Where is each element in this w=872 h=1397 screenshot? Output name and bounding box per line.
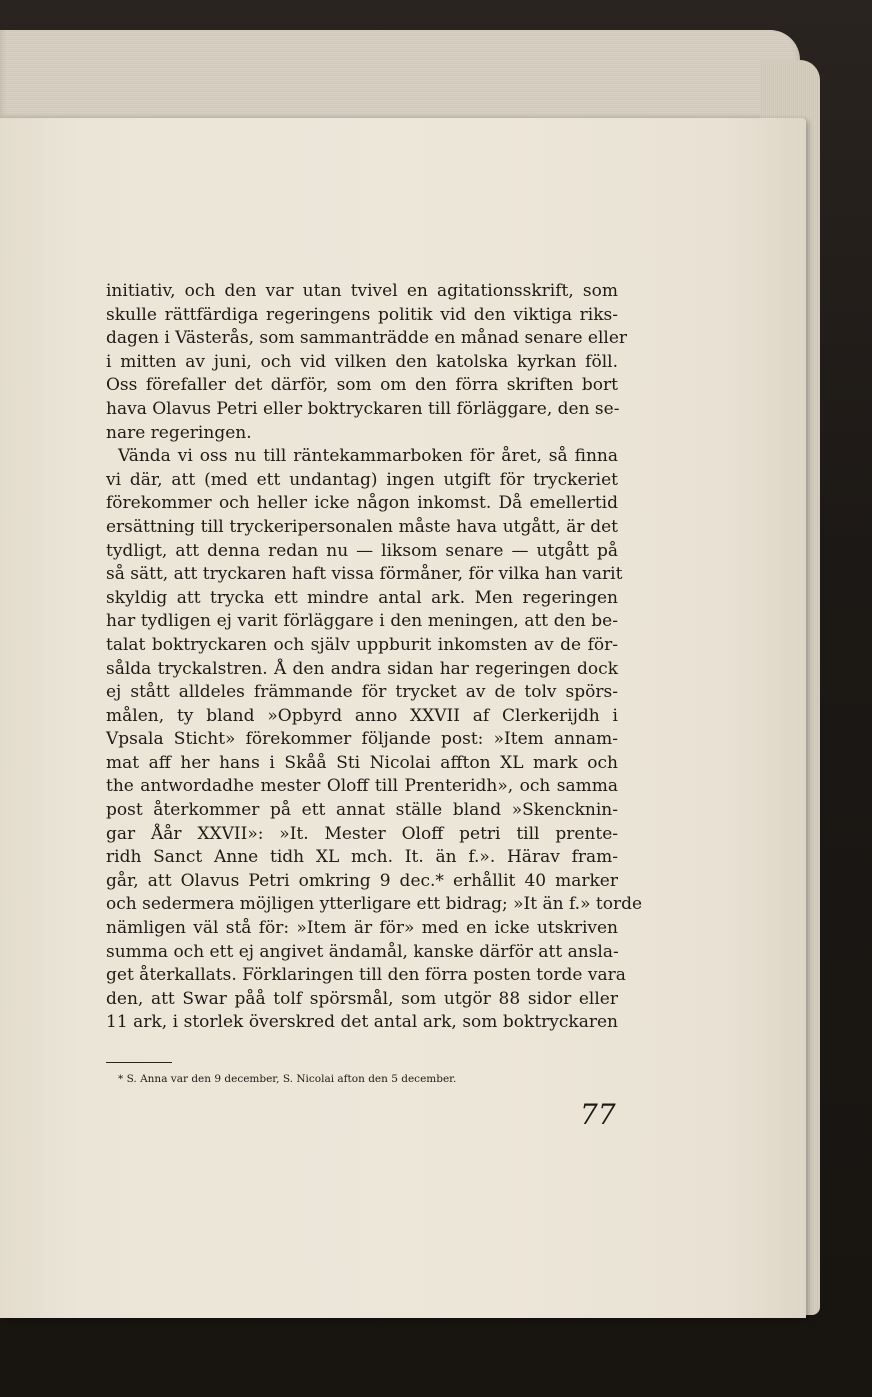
book-page-edges-top: [0, 30, 800, 125]
text-line: skyldig att trycka ett mindre antal ark. Men regeringen: [106, 587, 618, 608]
text-line: Vpsala Sticht» förekommer följande post: »Item annam-: [106, 729, 618, 750]
text-line: 11 ark, i storlek överskred det antal ark, som boktryckaren: [106, 1012, 618, 1033]
text-line: Vända vi oss nu till räntekammarboken för året, så finna: [118, 446, 618, 467]
text-line: initiativ, och den var utan tvivel en agitationsskrift, som: [106, 281, 618, 301]
text-line: gar Åår XXVII»: »It. Mester Oloff petri till prente-: [106, 823, 618, 844]
text-line: summa och ett ej angivet ändamål, kanske därför att ansla-: [106, 941, 619, 962]
text-line: the antwordadhe mester Oloff till Prenteridh», och samma: [106, 776, 618, 797]
text-line: och sedermera möjligen ytterligare ett bidrag; »It än f.» torde: [106, 894, 643, 915]
text-line: Oss förefaller det därför, som om den förra skriften bort: [106, 375, 618, 396]
text-line: den, att Swar påå tolf spörsmål, som utgör 88 sidor eller: [106, 988, 618, 1009]
text-line: har tydligen ej varit förläggare i den meningen, att den be-: [106, 611, 618, 632]
text-line: tydligt, att denna redan nu — liksom senare — utgått på: [106, 540, 618, 561]
text-line: get återkallats. Förklaringen till den förra posten torde vara: [106, 965, 626, 986]
text-line: mat aff her hans i Skåå Sti Nicolai affton XL mark och: [106, 752, 618, 773]
text-line: i mitten av juni, och vid vilken den katolska kyrkan föll.: [106, 351, 618, 372]
text-line: ersättning till tryckeripersonalen måste hava utgått, är det: [106, 516, 618, 537]
text-line: så sätt, att tryckaren haft vissa förmåner, för vilka han varit: [106, 564, 623, 585]
text-line: målen, ty bland »Opbyrd anno XXVII af Clerkerijdh i: [106, 705, 618, 726]
text-line: ridh Sanct Anne tidh XL mch. It. än f.». Härav fram-: [106, 847, 618, 868]
text-line: dagen i Västerås, som sammanträdde en månad senare eller: [106, 328, 628, 349]
text-line: nämligen väl stå för: »Item är för» med en icke utskriven: [106, 918, 618, 939]
footnote: * S. Anna var den 9 december, S. Nicolai afton den 5 december.: [118, 1073, 457, 1085]
text-line: förekommer och heller icke någon inkomst. Då emellertid: [106, 493, 618, 514]
text-line: sålda tryckalstren. Å den andra sidan har regeringen dock: [106, 658, 618, 679]
page-number: 77: [580, 1098, 616, 1131]
text-line: ej stått alldeles främmande för trycket av de tolv spörs-: [106, 682, 618, 703]
text-line: nare regeringen.: [106, 422, 252, 443]
body-text: [106, 280, 643, 1035]
footnote-rule: [106, 1062, 172, 1063]
text-line: post återkommer på ett annat ställe bland »Skencknin-: [106, 800, 618, 821]
text-line: hava Olavus Petri eller boktryckaren till förläggare, den se-: [106, 398, 620, 419]
text-line: talat boktryckaren och själv uppburit inkomsten av de för-: [106, 634, 618, 655]
text-line: skulle rättfärdiga regeringens politik vid den viktiga riks-: [106, 304, 618, 325]
text-line: går, att Olavus Petri omkring 9 dec.* erhållit 40 marker: [106, 870, 618, 891]
text-line: vi där, att (med ett undantag) ingen utgift för tryckeriet: [106, 469, 618, 490]
